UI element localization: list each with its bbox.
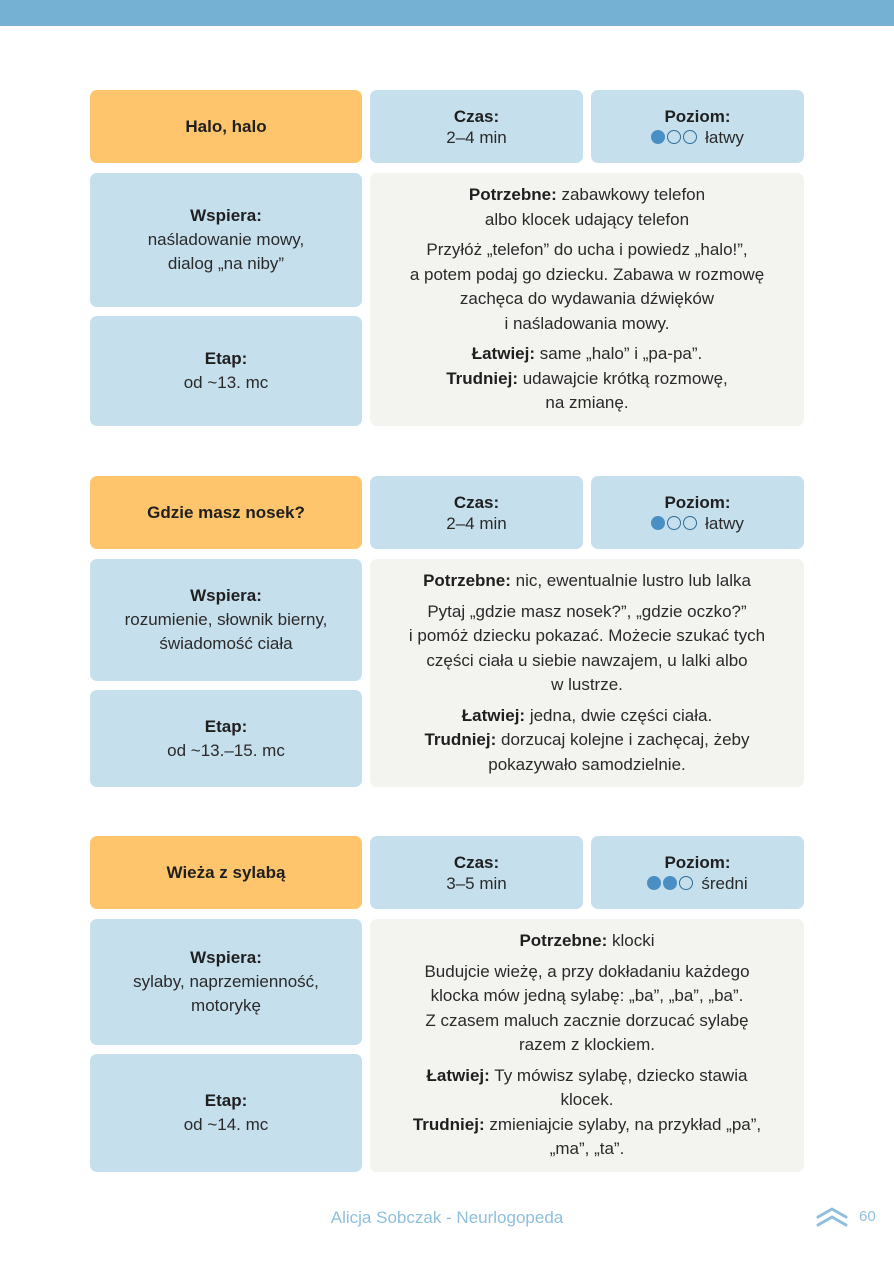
level-dots xyxy=(651,516,697,530)
time-card xyxy=(370,836,583,909)
supports-value: naśladowanie mowy, dialog „na niby” xyxy=(147,230,305,273)
stage-label: Etap: xyxy=(204,349,248,368)
supports-card xyxy=(90,919,362,1045)
activity-title-card xyxy=(90,90,362,163)
time-value: 3–5 min xyxy=(446,873,507,893)
level-dot-icon xyxy=(651,516,665,530)
needed-value: klocki xyxy=(607,931,655,951)
stage-card xyxy=(90,316,362,426)
level-indicator xyxy=(651,127,744,148)
level-label: Poziom: xyxy=(664,492,731,512)
level-dot-icon xyxy=(651,130,665,144)
stage-label: Etap: xyxy=(204,716,248,736)
needed-label: Potrzebne: xyxy=(468,185,557,205)
stage-value: od ~13.–15. mc xyxy=(167,740,285,760)
easier-value: Ty mówisz sylabę, dziecko stawia klocek. xyxy=(494,1065,748,1110)
level-dot-icon xyxy=(667,130,681,144)
needed-line xyxy=(469,183,705,232)
needed-line xyxy=(423,569,751,594)
harder-value: dorzucaj kolejne i zachęcaj, żeby pokazywało samodzielnie. xyxy=(488,730,750,774)
supports-label: Wspiera: xyxy=(190,948,262,967)
stage-card xyxy=(90,1054,362,1172)
easier-label: Łatwiej: xyxy=(471,344,536,364)
description-card xyxy=(370,559,804,787)
needed-value: zabawkowy telefon albo klocek udający telefon xyxy=(484,185,706,229)
supports-value: rozumienie, słownik bierny, świadomość ciała xyxy=(124,610,328,653)
time-value: 2–4 min xyxy=(446,127,507,147)
time-label: Czas: xyxy=(453,852,500,872)
level-dot-icon xyxy=(683,516,697,530)
level-dot-icon xyxy=(663,876,677,890)
level-card xyxy=(591,836,804,909)
level-label: Poziom: xyxy=(664,852,731,872)
activity-title-card xyxy=(90,476,362,549)
time-label: Czas: xyxy=(453,106,500,126)
stage-value: od ~14. mc xyxy=(183,1115,269,1134)
harder-label: Trudniej: xyxy=(412,1114,485,1134)
stage-label: Etap: xyxy=(204,1091,248,1110)
harder-label: Trudniej: xyxy=(446,368,518,388)
double-chevron-up-icon xyxy=(815,1206,849,1228)
time-value: 2–4 min xyxy=(446,513,507,533)
stage-value: od ~13. mc xyxy=(183,373,269,392)
level-value: średni xyxy=(701,873,748,893)
activity-title: Gdzie masz nosek? xyxy=(147,502,305,522)
level-dot-icon xyxy=(667,516,681,530)
needed-label: Potrzebne: xyxy=(423,571,511,590)
harder-value: zmieniajcie sylaby, na przykład „pa”, „ma”, „ta”. xyxy=(489,1114,762,1159)
description-text: Pytaj „gdzie masz nosek?”, „gdzie oczko?” i pomóż dziecku pokazać. Możecie szukać tych części ciała u siebie nawzajem, u lalki albo w lustrze. xyxy=(408,601,766,694)
variants xyxy=(424,704,749,778)
footer-author: Alicja Sobczak - Neurlogopeda xyxy=(330,1208,564,1227)
description-card xyxy=(370,919,804,1172)
level-card xyxy=(591,90,804,163)
description-text: Przyłóż „telefon” do ucha i powiedz „halo!”, a potem podaj go dziecku. Zabawa w rozmowę zachęca do wydawania dźwięków i naśladowania mowy. xyxy=(409,240,765,333)
harder-value: udawajcie krótką rozmowę, na zmianę. xyxy=(522,368,728,413)
easier-label: Łatwiej: xyxy=(426,1065,490,1085)
level-card xyxy=(591,476,804,549)
time-card xyxy=(370,90,583,163)
harder-label: Trudniej: xyxy=(424,730,497,749)
level-dots xyxy=(647,876,693,890)
level-indicator xyxy=(647,873,747,894)
time-label: Czas: xyxy=(453,492,500,512)
needed-value: nic, ewentualnie lustro lub lalka xyxy=(510,571,751,590)
level-dots xyxy=(651,130,697,144)
level-dot-icon xyxy=(679,876,693,890)
level-value: łatwy xyxy=(705,513,744,533)
easier-value: same „halo” i „pa-pa”. xyxy=(535,344,703,364)
stage-card xyxy=(90,690,362,787)
needed-line xyxy=(519,929,654,954)
needed-label: Potrzebne: xyxy=(519,931,608,951)
top-accent-bar xyxy=(0,0,894,26)
description-card xyxy=(370,173,804,426)
time-card xyxy=(370,476,583,549)
level-label: Poziom: xyxy=(664,106,731,126)
variants xyxy=(446,342,728,416)
variants xyxy=(413,1064,761,1162)
level-dot-icon xyxy=(683,130,697,144)
easier-label: Łatwiej: xyxy=(461,705,526,725)
activity-title-card xyxy=(90,836,362,909)
description-text: Budujcie wieżę, a przy dokładaniu każdego klocka mów jedną sylabę: „ba”, „ba”, „ba”. Z czasem maluch zacznie dorzucać sylabę razem z klockiem. xyxy=(424,961,750,1055)
supports-label: Wspiera: xyxy=(190,206,262,225)
supports-label: Wspiera: xyxy=(190,586,262,605)
level-dot-icon xyxy=(647,876,661,890)
supports-card xyxy=(90,173,362,307)
supports-value: sylaby, naprzemienność, motorykę xyxy=(133,972,319,1015)
activity-title: Halo, halo xyxy=(185,116,267,136)
level-value: łatwy xyxy=(705,127,744,147)
easier-value: jedna, dwie części ciała. xyxy=(525,705,713,725)
page-number: 60 xyxy=(859,1208,876,1225)
supports-card xyxy=(90,559,362,681)
level-indicator xyxy=(651,513,744,534)
activity-title: Wieża z sylabą xyxy=(166,862,286,882)
